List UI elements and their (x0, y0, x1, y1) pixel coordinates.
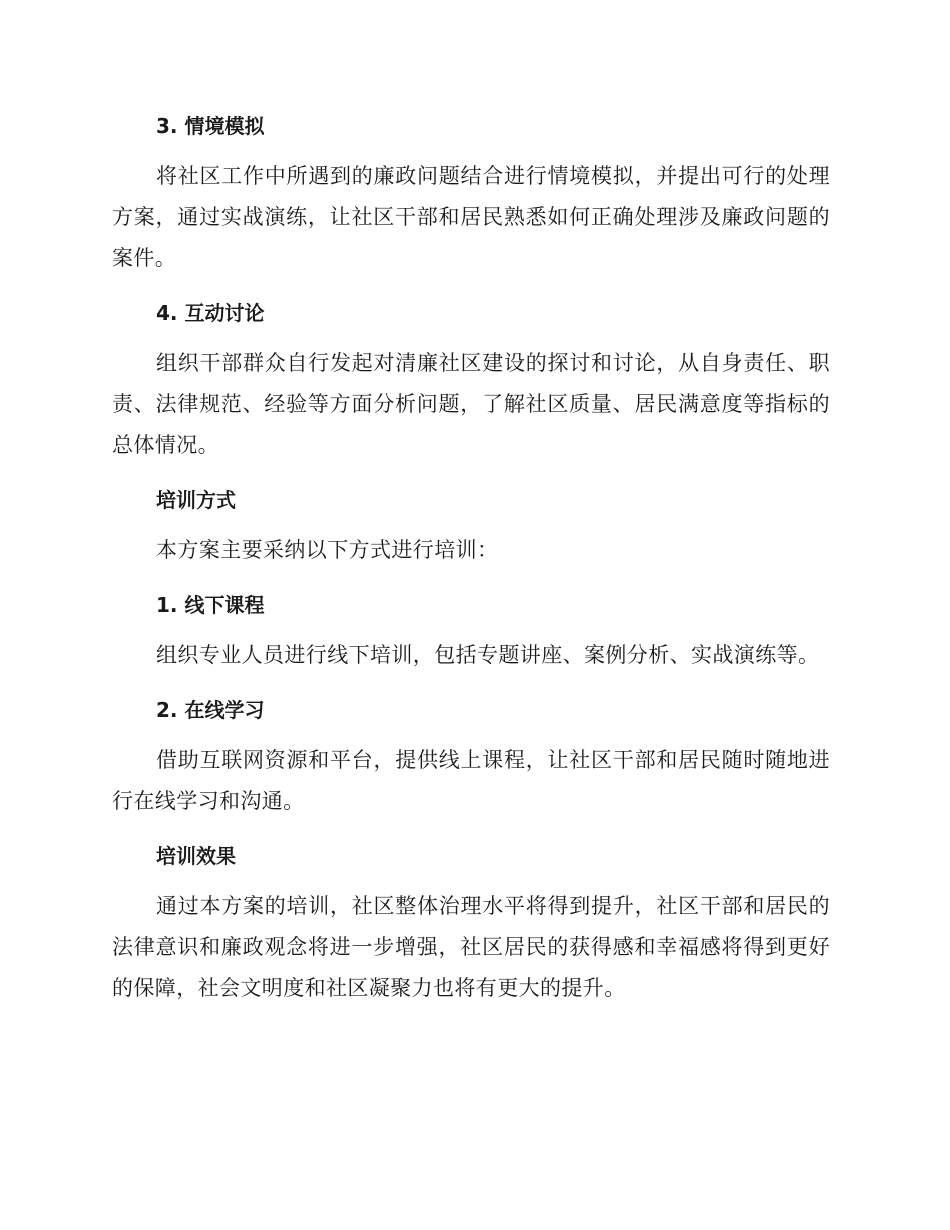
document-page (112, 108, 830, 1019)
paragraph-training-effects: 通过本方案的培训，社区整体治理水平将得到提升，社区干部和居民的法律意识和廉政观念将进一步增强，社区居民的获得感和幸福感将得到更好的保障，社会文明度和社区凝聚力也将有更大的提升。 (112, 894, 830, 1000)
section-heading-situation-simulation: 3. 情境模拟 (156, 114, 265, 138)
section-heading-training-methods: 培训方式 (156, 488, 236, 512)
section-heading-interactive-discussion: 4. 互动讨论 (156, 301, 265, 325)
paragraph-interactive-discussion: 组织干部群众自行发起对清廉社区建设的探讨和讨论，从自身责任、职责、法律规范、经验等方面分析问题，了解社区质量、居民满意度等指标的总体情况。 (112, 351, 830, 457)
section-heading-training-effects: 培训效果 (156, 844, 236, 868)
paragraph-training-methods-intro: 本方案主要采纳以下方式进行培训： (156, 538, 499, 562)
section-heading-offline-courses: 1. 线下课程 (156, 593, 265, 617)
paragraph-situation-simulation: 将社区工作中所遇到的廉政问题结合进行情境模拟，并提出可行的处理方案，通过实战演练，让社区干部和居民熟悉如何正确处理涉及廉政问题的案件。 (112, 164, 830, 270)
paragraph-online-learning: 借助互联网资源和平台，提供线上课程，让社区干部和居民随时随地进行在线学习和沟通。 (112, 748, 830, 813)
paragraph-offline-courses: 组织专业人员进行线下培训，包括专题讲座、案例分析、实战演练等。 (156, 643, 820, 667)
section-heading-online-learning: 2. 在线学习 (156, 698, 265, 722)
